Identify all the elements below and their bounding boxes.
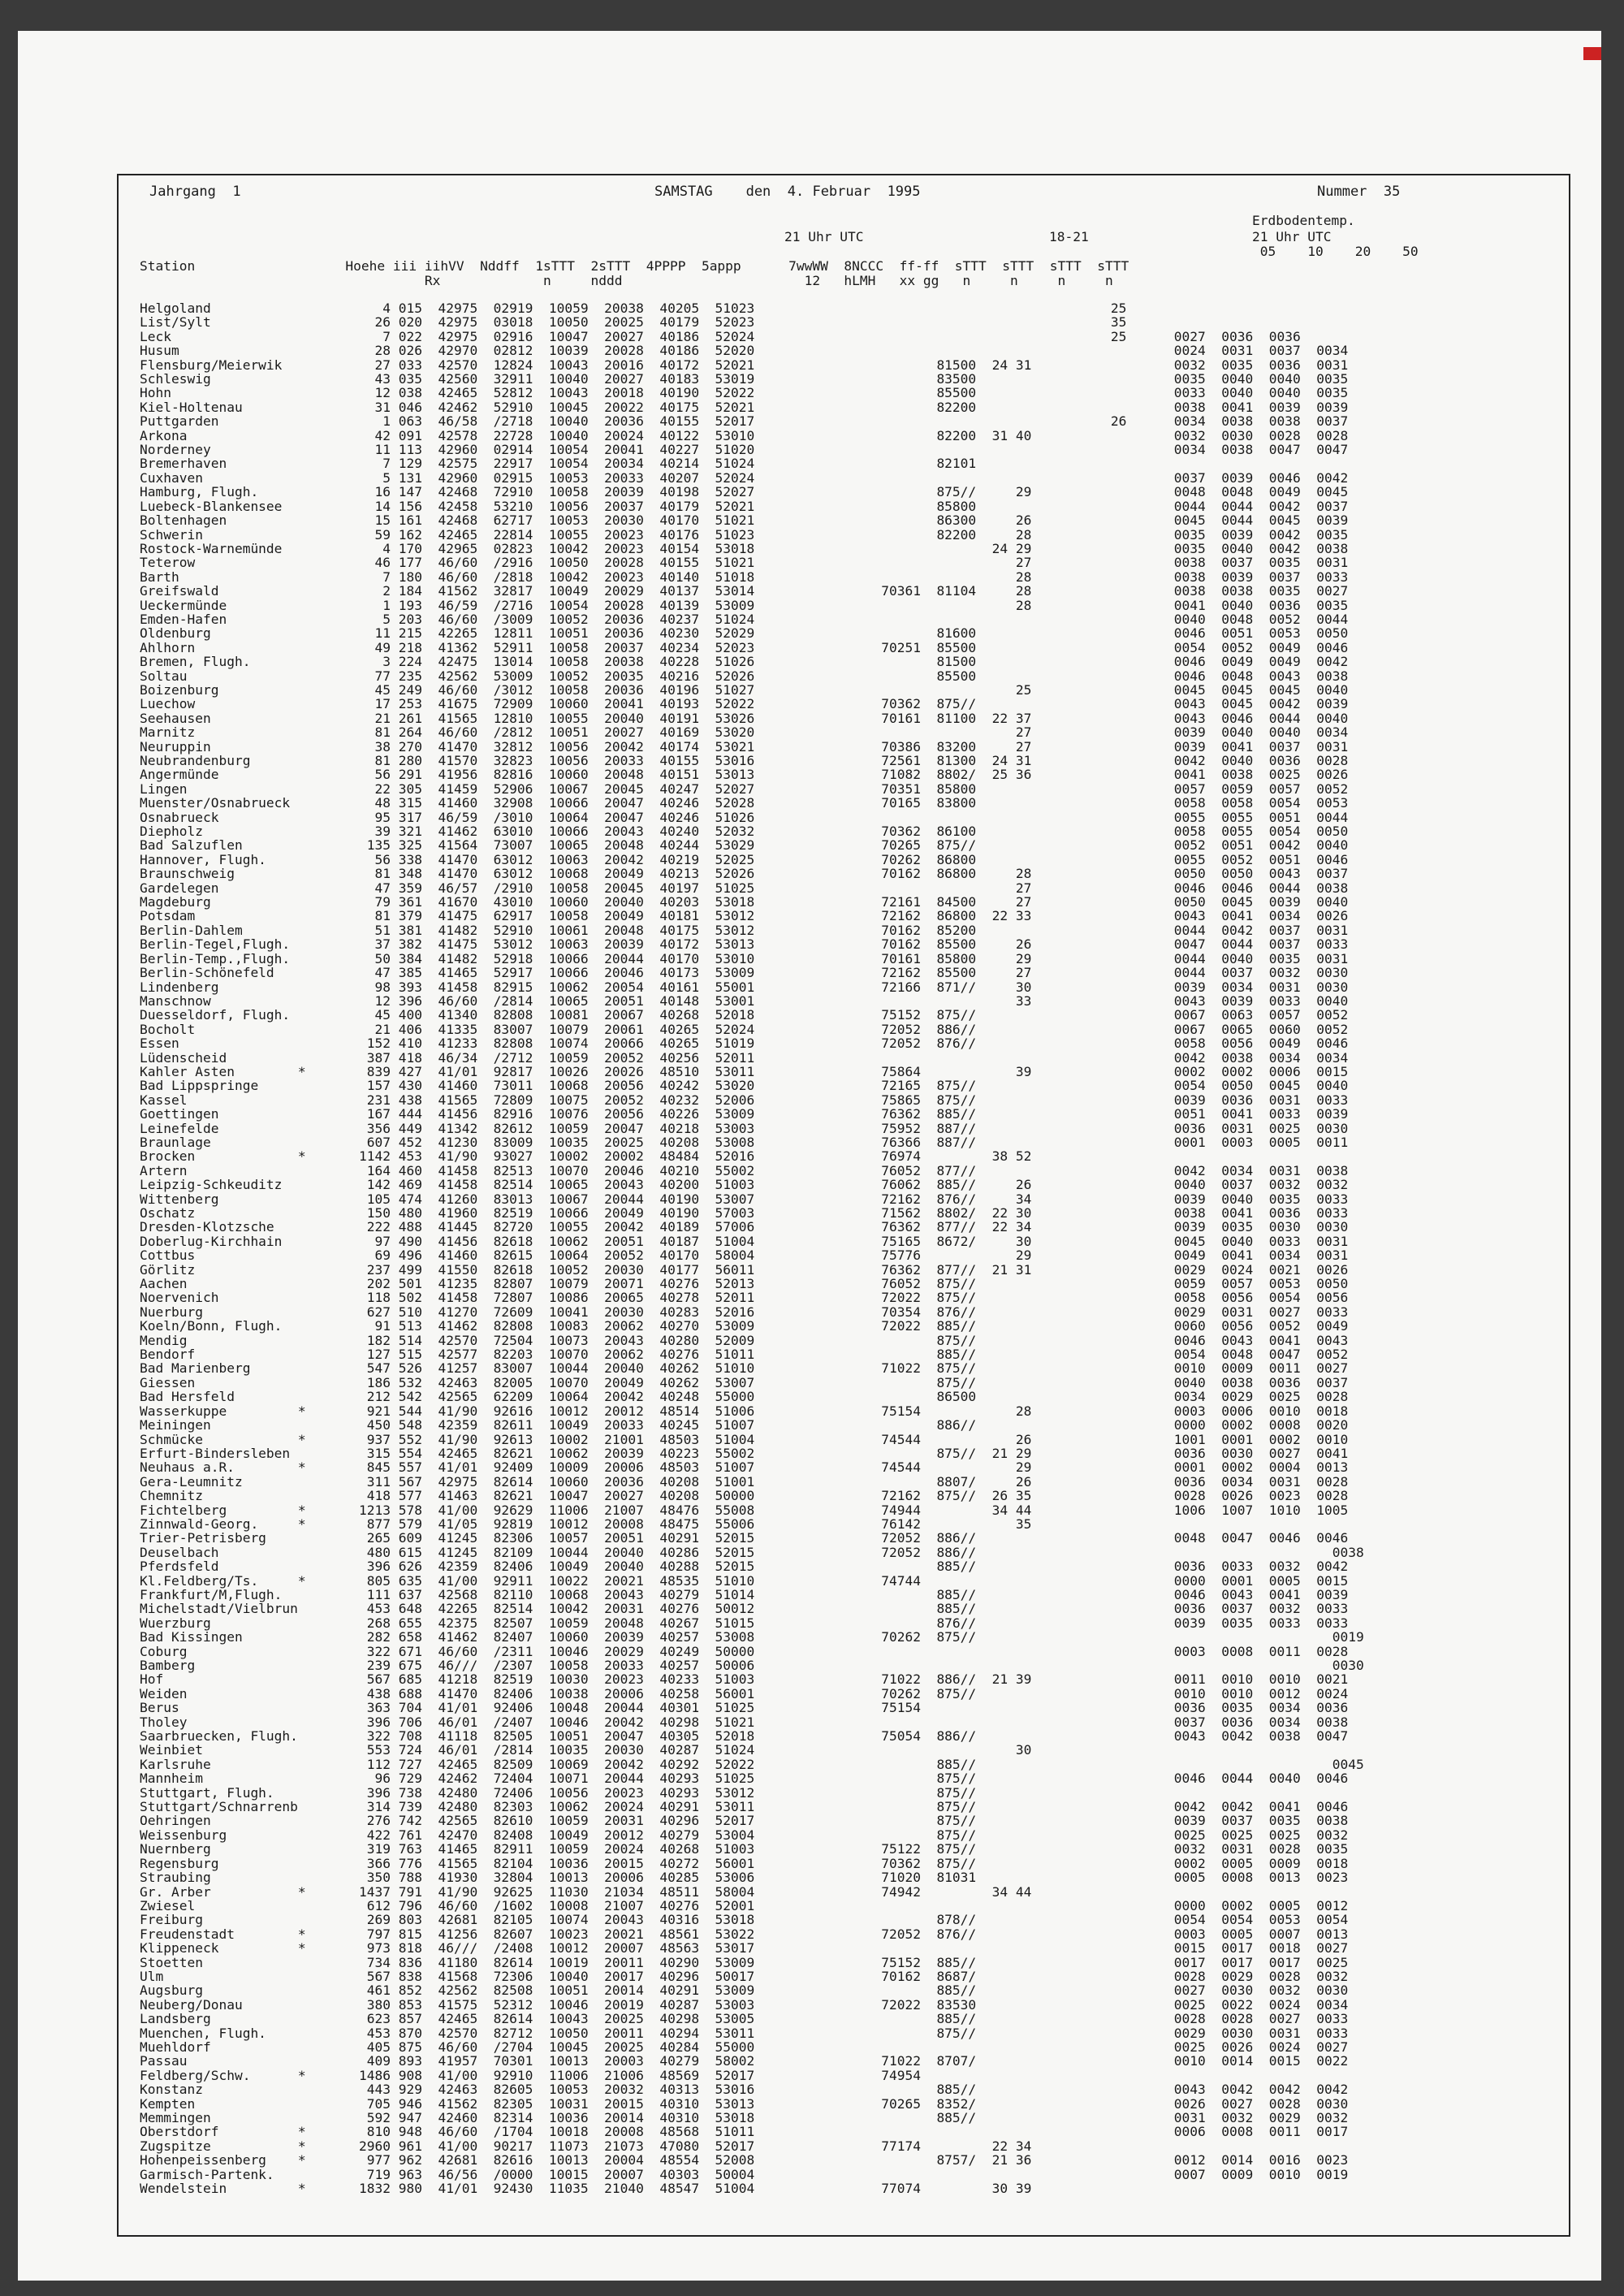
issue-number: Nummer 35: [1317, 184, 1401, 200]
soil-temp-time: 21 Uhr UTC: [1252, 229, 1332, 244]
soil-depths: 05 10 20 50: [1252, 244, 1419, 259]
page-sheet: [18, 31, 1601, 2281]
issue-date: SAMSTAG den 4. Februar 1995: [654, 184, 921, 200]
wind-range-label: 18-21: [1049, 229, 1089, 244]
synop-groups: 4 015 42975 02919 10059 20038 40205 51023 26 020 42975 03018 10050 20025 40179 52023 7 022 42975 02916 10047 20027 40186 52024 28 026 42970 02812 10039 20028 40186 52020 27 033 42570 12824 10043 20016 40172 52021 43 035 42560 32911 10040 20027 40183 53019 12 038 42465 52812 10043 20018 40190 52022 31 046 42462 52910 10045 20022 40175 52021 1 063 46/58 /2718 10040 20036 40155 52017 42 091 42578 22728 10040 20024 40122 53010 11 113 42960 02914 10054 20041 40227 51020 7 129 42575 22917 10054 20034 40214 51024 5 131 42960 02915 10053 20033 40207 52024 16 147 42468 72910 10058 20039 40198 52027 14 156 42458 53210 10056 20037 40179 52021 15 161 42468 62717 10053 20030 40170 51021 59 162 42465 22814 10055 20023 40176 51023 4 170 42965 02823 10042 20023 40154 53018 46 177 46/60 /2916 10050 20028 40155 51021 7 180 46/60 /2818 10042 20023 40140 51018 2 184 41562 32817 10049 20029 40137 53014 1 193 46/59 /2716 10054 20028 40139 53009 5 203 46/60 /3009 10052 20036 40237 51024 11 215 42265 12811 10051 20036 40230 52029 49 218 41362 52911 10058 20037 40234 52023 3 224 42475 13014 10058 20038 40228 51026 77 235 42562 53009 10052 20035 40216 52026 45 249 46/60 /3012 10058 20036 40196 51027 17 253 41675 72909 10060 20041 40193 52022 21 261 41565 12810 10055 20040 40191 53026 81 264 46/60 /2812 10051 20027 40169 53020 38 270 41470 32812 10056 20042 40174 53021 81 280 41570 32823 10056 20033 40155 53016 56 291 41956 82816 10060 20048 40151 53013 22 305 41459 52906 10067 20045 40247 52027 48 315 41460 32908 10066 20047 40246 52028 95 317 46/59 /3010 10064 20047 40246 51026 39 321 41462 63010 10066 20043 40240 52032 135 325 41564 73007 10065 20048 40244 53029 56 338 41470 63012 10063 20042 40219 52025 81 348 41470 63012 10068 20049 40213 52026 47 359 46/57 /2910 10058 20045 40197 51025 79 361 41670 43010 10060 20040 40203 53018 81 379 41475 62917 10058 20049 40181 53012 51 381 41482 52910 10061 20048 40175 53012 37 382 41475 53012 10063 20039 40172 53013 50 384 41482 52918 10066 20044 40170 53010 47 385 41465 52917 10066 20046 40173 53009 98 393 41458 82915 10062 20054 40161 55001 12 396 46/60 /2814 10065 20051 40148 53001 45 400 41340 82808 10081 20067 40268 52018 21 406 41335 83007 10079 20061 40265 52024 152 410 41233 82808 10074 20066 40265 51019 387 418 46/34 /2712 10059 20052 40256 52011 839 427 41/01 92817 10026 20026 48510 53011 157 430 41460 73011 10068 20056 40242 53020 231 438 41565 72809 10075 20052 40232 52006 167 444 41456 82916 10076 20056 40226 53009 356 449 41342 82612 10059 20047 40218 53003 607 452 41230 83009 10035 20025 40208 53008 1142 453 41/90 93027 10002 20002 48484 52016 164 460 41458 82513 10070 20046 40210 55002 142 469 41458 82514 10065 20043 40200 51003 105 474 41260 83013 10067 20044 40190 53007 150 480 41960 82519 10066 20049 40190 57003 222 488 41445 82720 10055 20042 40189 57006 97 490 41456 82618 10062 20051 40187 51004 69 496 41460 82615 10064 20052 40170 58004 237 499 41550 82618 10052 20030 40177 56011 202 501 41235 82807 10079 20071 40276 52013 118 502 41458 72807 10086 20065 40278 52011 627 510 41270 72609 10041 20030 40283 52016 91 513 41462 82808 10083 20062 40270 53009 182 514 42570 72504 10073 20043 40280 52009 127 515 42577 82203 10070 20062 40276 51011 547 526 41257 83007 10044 20040 40262 51010 186 532 42463 82005 10070 20049 40262 53007 212 542 42565 62209 10064 20042 40248 55000 921 544 41/90 92616 10012 20012 48514 51006 450 548 42359 82611 10049 20033 40245 51007 937 552 41/90 92613 10002 21001 48503 51004 315 554 42465 82621 10062 20039 40223 55002 845 557 41/01 92409 10009 20006 48503 51007 311 567 42975 82614 10060 20036 40208 51001 418 577 41463 82621 10047 20027 40208 50000 1213 578 41/00 92629 11006 21007 48476 55008 877 579 41/05 92819 10012 20008 48475 55006 265 609 41245 82306 10057 20051 40291 52015 480 615 41245 82109 10044 20040 40286 52015 396 626 42359 82406 10049 20040 40288 52015 805 635 41/00 92911 10022 20021 48535 51010 111 637 42568 82110 10068 20043 40279 51014 453 648 42265 82514 10042 20031 40276 50012 268 655 42375 82507 10059 20048 40267 51015 282 658 41462 82407 10060 20039 40257 53008 322 671 46/60 /2311 10046 20029 40249 50000 239 675 46/// /2307 10058 20033 40257 50006 567 685 41218 82519 10030 20023 40233 51003 438 688 41470 82406 10038 20006 40258 56001 363 704 41/01 92406 10048 20044 40301 51025 396 706 46/01 /2407 10046 20042 40298 51021 322 708 41118 82505 10051 20047 40305 52018 553 724 46/01 /2814 10035 20030 40287 51024 112 727 42465 82509 10069 20042 40292 52022 96 729 42462 72404 10071 20044 40293 51025 396 738 42480 72406 10056 20023 40293 53012 314 739 42480 82303 10062 20024 40291 53011 276 742 42565 82610 10059 20031 40296 52017 422 761 42470 82408 10049 20012 40279 53004 319 763 41465 82911 10059 20024 40268 51003 366 776 41565 82104 10036 20015 40272 56001 350 788 41930 32804 10013 20006 40285 53006 1437 791 41/90 92625 11030 21034 48511 58004 612 796 46/60 /1602 10008 21007 40276 52001 269 803 42681 82105 10074 20043 40316 53018 797 815 41256 82607 10023 20021 48561 53022 973 818 46/// /2408 10012 20007 48563 53017 734 836 41180 82614 10019 20011 40290 53009 567 838 41568 72306 10040 20017 40296 50017 461 852 42562 82508 10051 20014 40291 53009 380 853 41575 52312 10046 20019 40287 53003 623 857 42465 82614 10043 20025 40298 53005 453 870 42570 82712 10050 20011 40294 53011 405 875 46/60 /2704 10045 20025 40284 55000 409 893 41957 70301 10013 20003 40279 58002 1486 908 41/00 92910 11006 21006 48569 52017 443 929 42463 82605 10053 20032 40313 53016 705 946 41562 82305 10031 20015 40310 53013 592 947 42460 82314 10036 20014 40310 53018 810 948 46/60 /1704 10018 20008 48568 51011 2960 961 41/00 90217 11073 21073 47080 52017 977 962 42681 82616 10013 20004 48554 52008 719 963 46/56 /0000 10015 20007 40303 50004 1832 980 41/01 92430 11035 21040 48547 51004: [359, 301, 755, 2197]
column-subheader-row: Rx n nddd 12 hLMH xx gg n n n n: [140, 273, 1113, 288]
column-header-row: Station Hoehe iii iihVV Nddff 1sTTT 2sTTT 4PPPP 5appp 7wwWW 8NCCC ff-ff sTTT sTTT sTTT sTTT: [140, 258, 1129, 274]
observation-time: 21 Uhr UTC: [784, 229, 864, 244]
extra-groups-and-soil-temps: 25 35 25 0027 0036 0036 0024 0031 0037 0034 81500 24 31 0032 0035 0036 0031 83500 0035 0040 0040 0035 85500 0033 0040 0040 0035 82200 0038 0041 0039 0039 26 0034 0038 0038 0037 82200 31 40 0032 0030 0028 0028 0034 0038 0047 0047 82101 0037 0039 0046 0042 875// 29 0048 0048 0049 0045 85800 0044 0044 0042 0037 86300 26 0045 0044 0045 0039 82200 28 0035 0039 0042 0035 24 29 0035 0040 0042 0038 27 0038 0037 0035 0031 28 0038 0039 0037 0033 70361 81104 28 0038 0038 0035 0027 28 0041 0040 0036 0035 0040 0048 0052 0044 81600 0046 0051 0053 0050 70251 85500 0054 0052 0049 0046 81500 0046 0049 0049 0042 85500 0046 0048 0043 0038 25 0045 0045 0045 0040 70362 875// 0043 0045 0042 0039 70161 81100 22 37 0043 0046 0044 0040 27 0039 0040 0040 0034 70386 83200 27 0039 0041 0037 0031 72561 81300 24 31 0042 0040 0036 0028 71082 8802/ 25 36 0041 0038 0025 0026 70351 85800 0057 0059 0057 0052 70165 83800 0058 0058 0054 0053 0055 0055 0051 0044 70362 86100 0058 0055 0054 0050 70265 875// 0052 0051 0042 0040 70262 86800 0055 0052 0051 0046 70162 86800 28 0050 0050 0043 0037 27 0046 0046 0044 0038 72161 84500 27 0050 0045 0039 0040 72162 86800 22 33 0043 0041 0034 0026 70162 85200 0044 0042 0037 0031 70162 85500 26 0047 0044 0037 0033 70161 85800 29 0044 0040 0035 0031 72162 85500 27 0044 0037 0032 0030 72166 871// 30 0039 0034 0031 0030 33 0043 0039 0033 0040 75152 875// 0067 0063 0057 0052 72052 886// 0067 0065 0060 0052 72052 876// 0058 0056 0049 0046 0042 0038 0034 0034 75864 39 0002 0002 0006 0015 72165 875// 0054 0050 0045 0040 75865 875// 0039 0036 0031 0033 76362 885// 0051 0041 0033 0039 75952 887// 0036 0031 0025 0030 76366 887// 0001 0003 0005 0011 76974 38 52 76052 877// 0042 0034 0031 0038 76062 885// 26 0040 0037 0032 0032 72162 876// 34 0039 0040 0035 0033 71562 8802/ 22 30 0038 0041 0036 0033 76362 877// 22 34 0039 0035 0030 0030 75165 8672/ 30 0045 0040 0033 0031 75776 29 0049 0041 0034 0031 76362 877// 21 31 0029 0024 0021 0026 76052 875// 0059 0057 0053 0050 72022 875// 0058 0056 0054 0056 70354 876// 0029 0031 0027 0033 72022 885// 0060 0056 0052 0049 875// 0046 0043 0041 0043 885// 0054 0048 0047 0052 71022 875// 0010 0009 0011 0027 875// 0040 0038 0036 0037 86500 0034 0029 0025 0028 75154 28 0003 0006 0010 0018 886// 0000 0002 0008 0020 74544 26 1001 0001 0002 0010 875// 21 29 0036 0030 0027 0041 74544 29 0001 0002 0004 0013 8807/ 26 0036 0034 0031 0028 72162 875// 26 35 0028 0026 0023 0028 74944 34 44 1006 1007 1010 1005 76142 35 72052 886// 0048 0047 0046 0046 72052 886// 0038 885// 0036 0033 0032 0042 74744 0000 0001 0005 0015 885// 0046 0043 0041 0039 885// 0036 0037 0032 0033 876// 0039 0035 0033 0033 70262 875// 0019 0003 0008 0011 0028 0030 71022 886// 21 39 0011 0010 0010 0021 70262 875// 0010 0010 0012 0024 75154 0036 0035 0034 0036 0037 0036 0034 0038 75054 886// 0043 0042 0038 0047 30 885// 0045 875// 0046 0044 0040 0046 875// 875// 0042 0042 0041 0046 875// 0039 0037 0035 0038 875// 0025 0025 0025 0032 75122 875// 0032 0031 0028 0035 70362 875// 0002 0005 0009 0018 71020 81031 0005 0008 0013 0023 74942 34 44 0000 0002 0005 0012 878// 0054 0054 0053 0054 72052 876// 0003 0005 0007 0013 0015 0017 0018 0027 75152 885// 0017 0017 0017 0025 70162 8687/ 0028 0029 0028 0032 885// 0027 0030 0032 0030 72022 83530 0025 0022 0024 0034 885// 0028 0028 0027 0033 875// 0029 0030 0031 0033 0025 0026 0024 0027 71022 8707/ 0010 0014 0015 0022 74954 885// 0043 0042 0042 0042 70265 8352/ 0026 0027 0028 0030 885// 0031 0032 0029 0032 0006 0008 0011 0017 77174 22 34 8757/ 21 36 0012 0014 0016 0023 0007 0009 0010 0019 77074 30 39: [881, 301, 1364, 2197]
soil-temp-title: Erdbodentemp.: [1252, 213, 1355, 228]
page-corner-mark: [1583, 47, 1601, 60]
volume-label: Jahrgang 1: [149, 184, 241, 200]
station-names: Helgoland List/Sylt Leck Husum Flensburg/Meierwik Schleswig Hohn Kiel-Holtenau Puttgarden Arkona Norderney Bremerhaven Cuxhaven Hamburg, Flugh. Luebeck-Blankensee Boltenhagen Schwerin Rostock-Warnemünde Teterow Barth Greifswald Ueckermünde Emden-Hafen Oldenburg Ahlhorn Bremen, Flugh. Soltau Boizenburg Luechow Seehausen Marnitz Neuruppin Neubrandenburg Angermünde Lingen Muenster/Osnabrueck Osnabrueck Diepholz Bad Salzuflen Hannover, Flugh. Braunschweig Gardelegen Magdeburg Potsdam Berlin-Dahlem Berlin-Tegel,Flugh. Berlin-Temp.,Flugh. Berlin-Schönefeld Lindenberg Manschnow Duesseldorf, Flugh. Bocholt Essen Lüdenscheid Kahler Asten * Bad Lippspringe Kassel Goettingen Leinefelde Braunlage Brocken * Artern Leipzig-Schkeuditz Wittenberg Oschatz Dresden-Klotzsche Doberlug-Kirchhain Cottbus Görlitz Aachen Noervenich Nuerburg Koeln/Bonn, Flugh. Mendig Bendorf Bad Marienberg Giessen Bad Hersfeld Wasserkuppe * Meiningen Schmücke * Erfurt-Bindersleben Neuhaus a.R. * Gera-Leumnitz Chemnitz Fichtelberg * Zinnwald-Georg. * Trier-Petrisberg Deuselbach Pferdsfeld Kl.Feldberg/Ts. * Frankfurt/M,Flugh. Michelstadt/Vielbrun Wuerzburg Bad Kissingen Coburg Bamberg Hof Weiden Berus Tholey Saarbruecken, Flugh. Weinbiet Karlsruhe Mannheim Stuttgart, Flugh. Stuttgart/Schnarrenb Oehringen Weissenburg Nuernberg Regensburg Straubing Gr. Arber * Zwiesel Freiburg Freudenstadt * Klippeneck * Stoetten Ulm Augsburg Neuberg/Donau Landsberg Muenchen, Flugh. Muehldorf Passau Feldberg/Schw. * Konstanz Kempten Memmingen Oberstdorf * Zugspitze * Hohenpeissenberg * Garmisch-Partenk. Wendelstein *: [140, 301, 306, 2197]
